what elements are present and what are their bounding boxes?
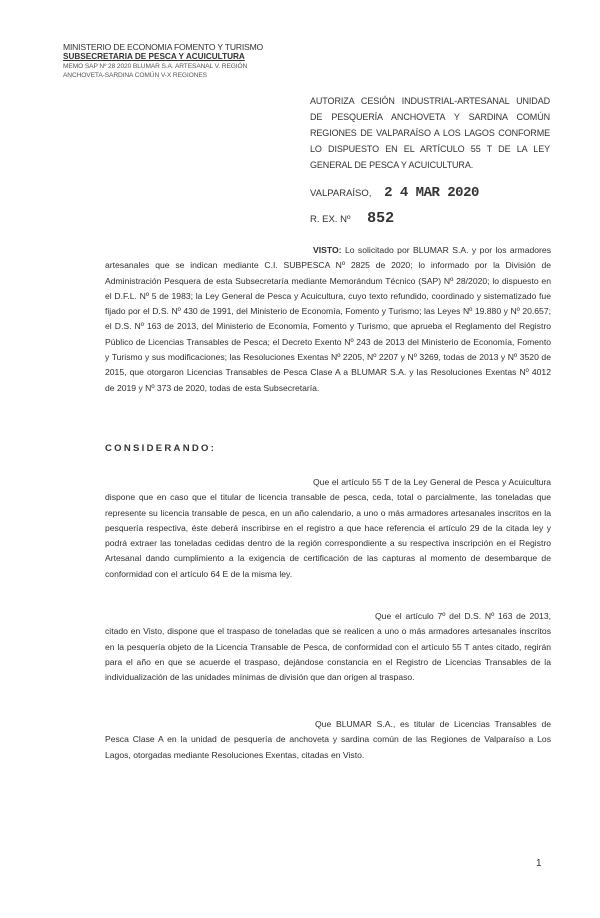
considerando-text-3: Que BLUMAR S.A., es titular de Licencias Transables de Pesca Clase A en la unidad de pesquería de anchoveta y sardina común de las Regiones de Valparaíso a Los Lagos, otorgadas mediante Resoluciones Exentas, citadas en Visto. [105, 719, 551, 760]
considerando-paragraph-2 [105, 609, 551, 685]
visto-label: VISTO: [313, 245, 342, 255]
document-header [63, 42, 293, 80]
date-city: VALPARAÍSO, [310, 188, 372, 199]
considerando-title: CONSIDERANDO: [105, 443, 217, 454]
reference-line-1: MEMO SAP Nº 28 2020 BLUMAR S.A. ARTESANAL V. REGIÓN [63, 63, 248, 70]
date-stamp: 2 4 MAR 2020 [384, 185, 479, 201]
resolution-label: R. EX. Nº [310, 214, 351, 225]
resolution-subject: AUTORIZA CESIÓN INDUSTRIAL-ARTESANAL UNIDAD DE PESQUERÍA ANCHOVETA Y SARDINA COMÚN REGIONES DE VALPARAÍSO A LOS LAGOS CONFORME LO DISPUESTO EN EL ARTÍCULO 55 T DE LA LEY GENERAL DE PESCA Y ACUICULTURA. [310, 96, 550, 170]
visto-text: Lo solicitado por BLUMAR S.A. y por los armadores artesanales que se indican mediante C.I. SUBPESCA Nº 2825 de 2020; lo informado por la División de Administración Pesquera de esta Subsecretaría mediante Memorándum Técnico (SAP) Nº 28/2020; lo dispuesto en el D.F.L. Nº 5 de 1983; la Ley General de Pesca y Acuicultura, cuyo texto refundido, coordinado y sistematizado fue fijado por el D.S. Nº 430 de 1991, del Ministerio de Economía, Fomento y Turismo; las Leyes Nº 19.880 y Nº 20.657; el D.S. Nº 163 de 2013, del Ministerio de Economía, Fomento y Turismo, que aprueba el Reglamento del Registro Público de Licencias Transables de Pesca; el Decreto Exento Nº 243 de 2013 del Ministerio de Economía, Fomento y Turismo y sus modificaciones; las Resoluciones Exentas Nº 2205, Nº 2207 y Nº 3269, todas de 2013 y Nº 3520 de 2015, que otorgaron Licencias Transables de Pesca Clase A a BLUMAR S.A. y las Resoluciones Exentas Nº 4012 de 2019 y Nº 373 de 2020, todas de esta Subsecretaría. [105, 245, 551, 393]
considerando-text-2: Que el artículo 7º del D.S. Nº 163 de 2013, citado en Visto, dispone que el traspaso de toneladas que se realicen a uno o más armadores artesanales inscritos en la pesquería objeto de la Licencia Transable de Pesca, de conformidad con el artículo 55 T antes citado, regirán para el año en que se acuerde el traspaso, dejándose constancia en el Registro de Licencias Transables de la individualización de las unidades mínimas de división que dan origen al traspaso. [105, 611, 551, 683]
resolution-number-line [310, 210, 550, 227]
subsecretaria-name: SUBSECRETARIA DE PESCA Y ACUICULTURA [63, 52, 245, 61]
page-number: 1 [536, 858, 542, 869]
reference-line-2: ANCHOVETA-SARDINA COMÚN V-X REGIONES [63, 72, 207, 79]
visto-section [105, 243, 551, 396]
date-line [310, 185, 550, 201]
considerando-paragraph-1 [105, 475, 551, 582]
considerando-text-1: Que el artículo 55 T de la Ley General de Pesca y Acuicultura dispone que en caso que el titular de licencia transable de pesca, ceda, total o parcialmente, las toneladas que represente su licencia transable de pesca, en un año calendario, a uno o más armadores artesanales inscritos en la pesquería respectiva, éste deberá inscribirse en el registro a que hace referencia el artículo 29 de la citada ley y podrá extraer las toneladas cedidas dentro de la región correspondiente a su respectiva inscripción en el Registro Artesanal dando cumplimiento a la exigencia de certificación de las capturas al momento de desembarque de conformidad con el artículo 64 E de la misma ley. [105, 477, 551, 579]
considerando-paragraph-3 [105, 717, 551, 763]
ministry-name: MINISTERIO DE ECONOMIA FOMENTO Y TURISMO [63, 42, 264, 52]
resolution-number: 852 [367, 210, 395, 227]
